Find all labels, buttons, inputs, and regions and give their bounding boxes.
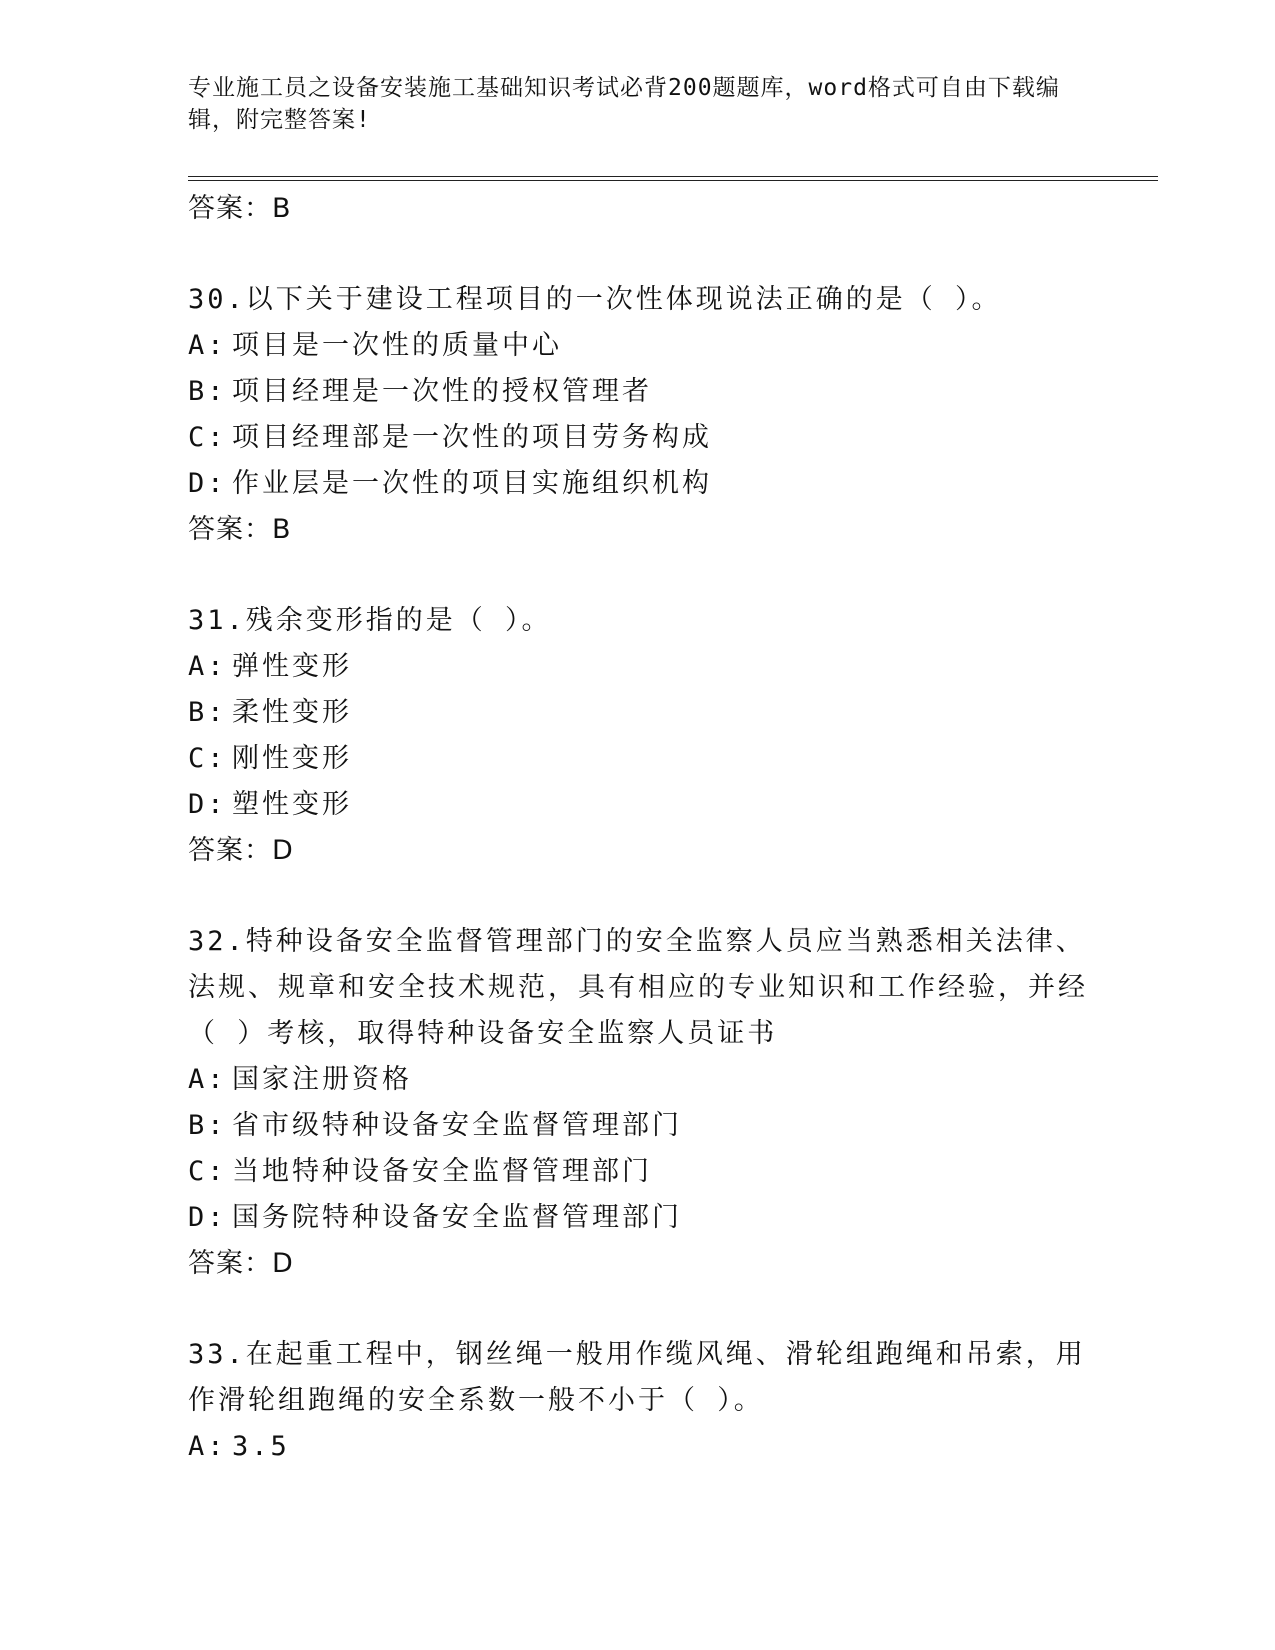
question-text: 33.在起重工程中，钢丝绳一般用作缆风绳、滑轮组跑绳和吊索，用作滑轮组跑绳的安全系数一般不小于（ ）。 — [188, 1339, 1086, 1416]
option-key: A: — [188, 1431, 227, 1462]
option-text: 项目经理是一次性的授权管理者 — [232, 376, 652, 407]
option-text: 当地特种设备安全监督管理部门 — [232, 1156, 652, 1187]
option-key: A: — [188, 651, 227, 682]
question-text: 32.特种设备安全监督管理部门的安全监察人员应当熟悉相关法律、法规、规章和安全技术规范，具有相应的专业知识和工作经验，并经（ ）考核，取得特种设备安全监察人员证书 — [188, 926, 1088, 1049]
option-key: B: — [188, 1110, 227, 1141]
document-page — [188, 0, 1158, 1650]
header-divider — [188, 176, 1158, 181]
option-text: 3.5 — [232, 1431, 290, 1462]
option-key: A: — [188, 1064, 227, 1095]
option-c — [188, 736, 1108, 782]
option-text: 项目是一次性的质量中心 — [232, 330, 562, 361]
option-key: D: — [188, 468, 227, 499]
option-d — [188, 461, 1108, 507]
option-text: 作业层是一次性的项目实施组织机构 — [232, 468, 712, 499]
option-key: C: — [188, 743, 227, 774]
question-block — [188, 277, 1108, 553]
option-text: 国家注册资格 — [232, 1064, 412, 1095]
question-block — [188, 1332, 1108, 1470]
option-c — [188, 415, 1108, 461]
option-text: 项目经理部是一次性的项目劳务构成 — [232, 422, 712, 453]
option-key: B: — [188, 697, 227, 728]
option-text: 弹性变形 — [232, 651, 352, 682]
option-key: C: — [188, 422, 227, 453]
option-a — [188, 323, 1108, 369]
answer-line: 答案：D — [188, 1248, 294, 1279]
option-key: D: — [188, 1202, 227, 1233]
option-key: C: — [188, 1156, 227, 1187]
option-text: 塑性变形 — [232, 789, 352, 820]
document-header: 专业施工员之设备安装施工基础知识考试必背200题题库，word格式可自由下载编辑，附完整答案! — [188, 75, 1060, 133]
question-block — [188, 598, 1108, 874]
answer-line: 答案：B — [188, 514, 292, 545]
option-a — [188, 1057, 1108, 1103]
option-b — [188, 690, 1108, 736]
option-text: 刚性变形 — [232, 743, 352, 774]
option-text: 省市级特种设备安全监督管理部门 — [232, 1110, 682, 1141]
option-key: A: — [188, 330, 227, 361]
answer-line: 答案：B — [188, 193, 292, 224]
question-block — [188, 919, 1108, 1287]
option-d — [188, 782, 1108, 828]
option-c — [188, 1149, 1108, 1195]
option-key: B: — [188, 376, 227, 407]
option-d — [188, 1195, 1108, 1241]
question-text: 30.以下关于建设工程项目的一次性体现说法正确的是（ ）。 — [188, 284, 1002, 315]
answer-line: 答案：D — [188, 835, 294, 866]
option-key: D: — [188, 789, 227, 820]
option-b — [188, 1103, 1108, 1149]
option-a — [188, 1424, 1108, 1470]
question-text: 31.残余变形指的是（ ）。 — [188, 605, 552, 636]
option-a — [188, 644, 1108, 690]
option-text: 柔性变形 — [232, 697, 352, 728]
question-list — [188, 186, 1108, 1470]
option-text: 国务院特种设备安全监督管理部门 — [232, 1202, 682, 1233]
option-b — [188, 369, 1108, 415]
